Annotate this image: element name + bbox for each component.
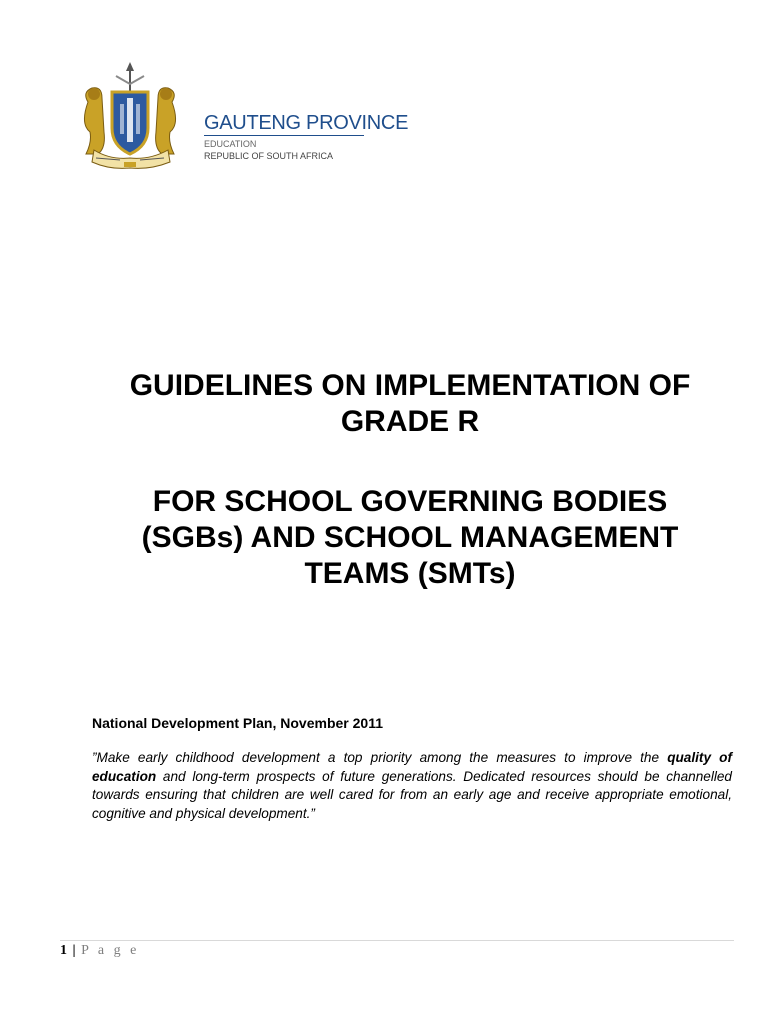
document-title (80, 368, 740, 440)
page-footer (60, 943, 139, 959)
quote-emphasis: quality of education (92, 750, 732, 784)
quote-section (92, 715, 732, 824)
country-name: REPUBLIC OF SOUTH AFRICA (204, 151, 334, 161)
subtitle-line: TEAMS (SMTs) (304, 557, 516, 590)
quote-text-part: and long-term prospects of future generations. Dedicated resources should be channelled towards ensuring that children are well cared for from an early age and receive appropriate emotional, cognitive and physical development.” (92, 768, 732, 822)
page-number: 1 (60, 943, 67, 958)
page-label: P a g e (81, 943, 140, 958)
coat-of-arms-icon (76, 62, 196, 172)
quote-text (92, 749, 732, 824)
department-name: EDUCATION (204, 139, 257, 149)
gauteng-education-logo (76, 62, 409, 172)
quote-source-heading: National Development Plan, November 2011 (92, 715, 383, 731)
subtitle-line: FOR SCHOOL GOVERNING BODIES (152, 485, 668, 518)
title-line: GRADE R (340, 405, 480, 438)
footer-divider (60, 940, 734, 941)
quote-text-part: ”Make early childhood development a top priority among the measures to improve the (92, 750, 668, 765)
document-subtitle (80, 484, 740, 592)
province-name: GAUTENG PROVINCE (204, 112, 409, 134)
title-line: GUIDELINES ON IMPLEMENTATION OF (129, 369, 691, 402)
subtitle-line: (SGBs) AND SCHOOL MANAGEMENT (141, 521, 679, 554)
footer-separator: | (72, 943, 76, 958)
logo-divider (204, 135, 364, 136)
